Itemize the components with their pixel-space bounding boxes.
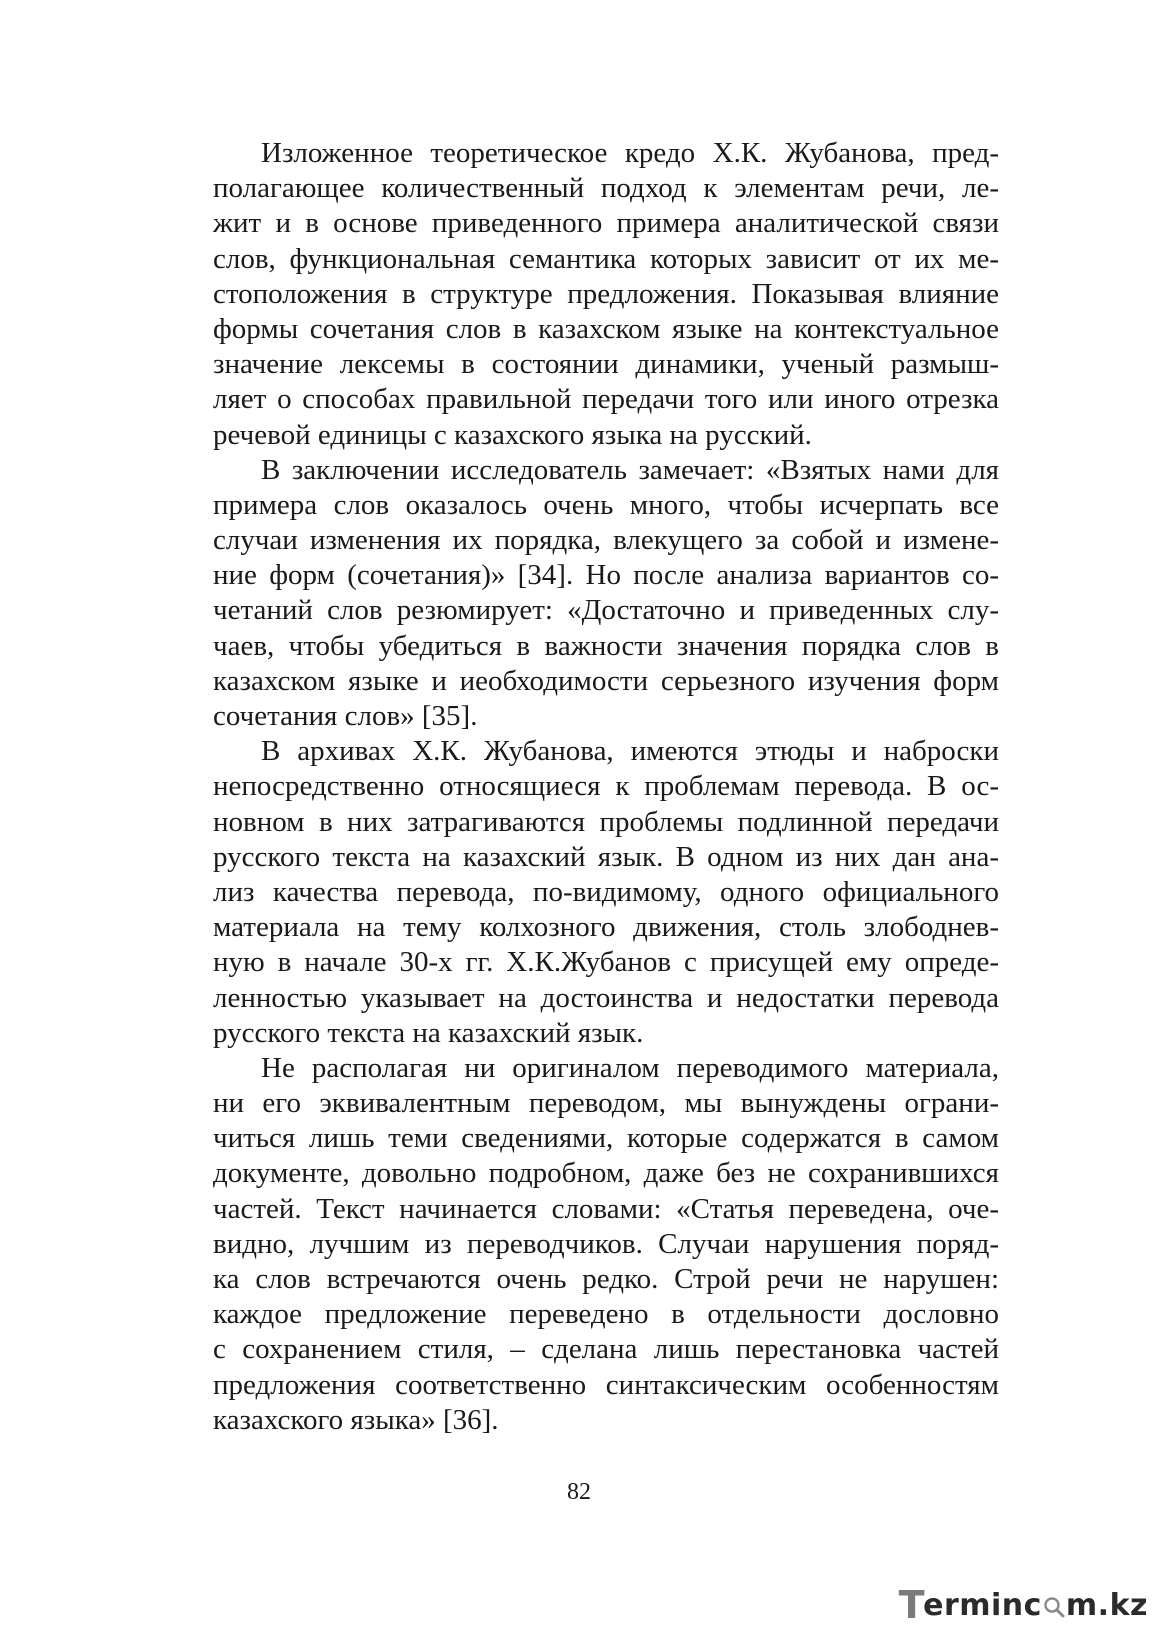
text-line: слов, функциональная семантика которых зависит от их ме- [213, 242, 999, 275]
text-line: казахского языка» [36]. [213, 1403, 499, 1436]
text-line: В архивах Х.К. Жубанова, имеются этюды и наброски [261, 735, 999, 768]
text-line: предложения соответственно синтаксическим особенностям [213, 1368, 999, 1401]
text-line: формы сочетания слов в казахском языке на контекстуальное [213, 312, 999, 345]
body-text [213, 136, 999, 1438]
text-line: документе, довольно подробном, даже без не сохранившихся [213, 1157, 999, 1190]
paragraph [213, 1051, 999, 1438]
paragraph [213, 734, 999, 1051]
text-line: примера слов оказалось очень много, чтобы исчерпать все [213, 488, 999, 521]
text-line: случаи изменения их порядка, влекущего за собой и измене- [213, 524, 999, 557]
text-line: непосредственно относящиеся к проблемам перевода. В ос- [213, 770, 999, 803]
text-line: Изложенное теоретическое кредо Х.К. Жубанова, пред- [261, 137, 999, 169]
magnifier-icon [1043, 1594, 1065, 1616]
site-watermark [899, 1583, 1148, 1627]
text-line: видно, лучшим из переводчиков. Случаи нарушения поряд- [213, 1227, 999, 1260]
text-line: речевой единицы с казахского языка на русский. [213, 418, 812, 451]
text-line: сочетания слов» [35]. [213, 700, 478, 732]
paragraph [213, 453, 999, 735]
text-line: русского текста на казахский язык. [213, 1016, 644, 1049]
text-line: ляет о способах правильной передачи того или иного отрезка [213, 383, 999, 416]
text-line: частей. Текст начинается словами: «Статья переведена, оче- [213, 1192, 999, 1225]
text-line: значение лексемы в состоянии динамики, ученый размыш- [213, 348, 999, 381]
text-line: новном в них затрагиваются проблемы подлинной передачи [213, 805, 999, 838]
text-line: чаев, чтобы убедиться в важности значения порядка слов в [213, 629, 999, 662]
text-line: каждое предложение переведено в отдельности дословно [213, 1298, 999, 1331]
paragraph [213, 136, 999, 453]
text-line: жит и в основе приведенного примера аналитической связи [213, 207, 999, 240]
text-line: ка слов встречаются очень редко. Строй речи не нарушен: [213, 1263, 999, 1295]
text-line: читься лишь теми сведениями, которые содержатся в самом [213, 1122, 999, 1155]
watermark-letter-t: T [898, 1583, 926, 1627]
text-line: В заключении исследователь замечает: «Взятых нами для [261, 453, 999, 486]
text-line: ную в начале 30-х гг. Х.К.Жубанов с присущей ему опреде- [213, 946, 999, 979]
text-line: ленностью указывает на достоинства и недостатки перевода [213, 981, 999, 1014]
watermark-text-part2: m.kz [1065, 1587, 1148, 1623]
text-line: стоположения в структуре предложения. Показывая влияние [213, 277, 999, 310]
text-line: ни его эквивалентным переводом, мы вынуждены ограни- [213, 1087, 999, 1120]
text-line: четаний слов резюмирует: «Достаточно и приведенных слу- [213, 594, 999, 627]
text-line: полагающее количественный подход к элементам речи, ле- [213, 172, 999, 205]
page-number: 82 [567, 1479, 591, 1505]
text-line: русского текста на казахский язык. В одном из них дан ана- [213, 840, 999, 873]
text-line: Не располагая ни оригиналом переводимого материала, [261, 1051, 999, 1084]
text-line: лиз качества перевода, по-видимому, одного официального [213, 875, 999, 908]
text-line: с сохранением стиля, – сделана лишь перестановка частей [213, 1333, 999, 1366]
text-line: казахском языке и иеобходимости серьезного изучения форм [213, 664, 999, 697]
text-line: ние форм (сочетания)» [34]. Но после анализа вариантов со- [213, 559, 999, 592]
watermark-text-part1: erminc [923, 1587, 1042, 1623]
text-line: материала на тему колхозного движения, столь злободнев- [213, 911, 999, 944]
